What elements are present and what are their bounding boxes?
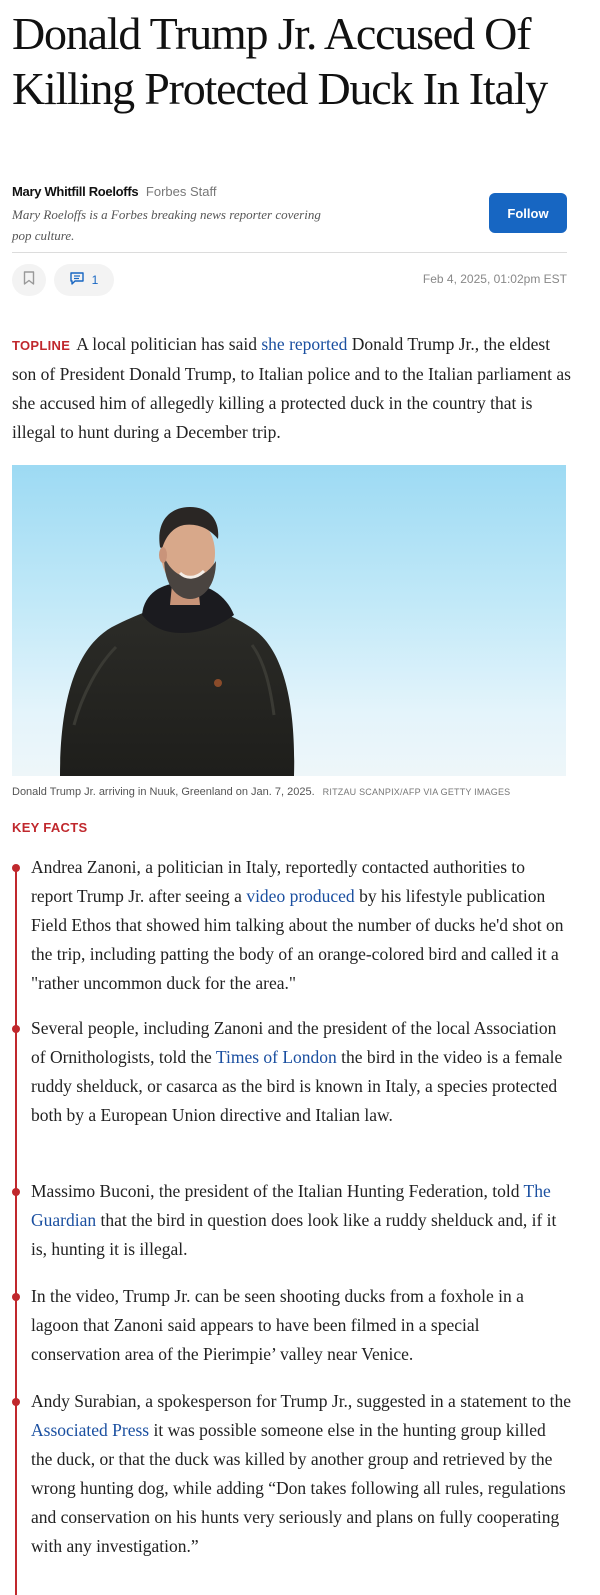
photo-caption [12,786,572,798]
photo-credit: RITZAU SCANPIX/AFP VIA GETTY IMAGES [322,787,511,797]
comments-button[interactable] [54,264,114,296]
fact-link[interactable]: The Guardian [31,1181,551,1230]
follow-button[interactable]: Follow [489,193,567,233]
publish-timestamp: Feb 4, 2025, 01:02pm EST [422,272,567,286]
comment-count: 1 [91,273,99,287]
author-bio: Mary Roeloffs is a Forbes breaking news reporter covering pop culture. [12,207,321,243]
bullet-dot [12,1188,20,1196]
topline-link[interactable]: she reported [261,334,348,354]
fact-text: Andrea Zanoni, a politician in Italy, reportedly contacted authorities to report Trump Jr. after seeing a [31,857,526,906]
article-actions [12,264,567,296]
bookmark-button[interactable] [12,264,46,296]
fact-text: In the video, Trump Jr. can be seen shooting ducks from a foxhole in a lagoon that Zanoni said appears to have been filmed in a special conservation area of the Pierimpie’ valley near Venice. [31,1286,524,1364]
author-role: Forbes Staff [145,184,217,199]
key-fact-item [31,1387,571,1561]
comment-icon [70,272,84,288]
bookmark-icon [23,271,35,290]
fact-text-rest: the bird in the video is a female ruddy shelduck, or casarca as the bird is known in Italy, a species protected both by a European Union directive and Italian law. [31,1047,563,1125]
author-name[interactable]: Mary Whitfill Roeloffs [12,184,139,199]
divider [12,252,567,253]
fact-link[interactable]: Associated Press [31,1420,150,1440]
key-facts-label: KEY FACTS [12,820,88,835]
fact-text-rest: it was possible someone else in the hunting group killed the duck, or that the duck was killed by another group and retrieved by the wrong hunting dog, while adding “Don takes following all rules, regulations and conservation on his hunts very seriously and plans on fully cooperating with any investigation.” [31,1420,566,1556]
headline: Donald Trump Jr. Accused Of Killing Protected Duck In Italy [12,8,548,114]
fact-text-rest: that the bird in question does look like a ruddy shelduck and, if it is, hunting it is illegal. [31,1210,557,1259]
fact-link[interactable]: video produced [246,886,355,906]
fact-text: Andy Surabian, a spokesperson for Trump Jr., suggested in a statement to the [31,1391,572,1411]
bullet-dot [12,1025,20,1033]
byline [12,184,472,246]
topline-text-rest: Donald Trump Jr., the eldest son of President Donald Trump, to Italian police and to the Italian parliament as she accused him of allegedly killing a protected duck in the country that is illegal to hunt during a December trip. [12,334,571,442]
fact-link[interactable]: Times of London [215,1047,337,1067]
author-row [12,184,472,200]
bullet-dot [12,1398,20,1406]
article-photo [12,465,566,776]
key-facts-timeline [15,866,17,1595]
topline-text: A local politician has said [76,334,257,354]
fact-text-rest: by his lifestyle publication Field Ethos that showed him talking about the number of ducks he'd shot on the trip, including patting the body of an orange-colored bird and called it a "rather uncommon duck for the area." [31,886,564,993]
topline-paragraph [12,330,572,447]
fact-text: Several people, including Zanoni and the president of the local Association of Ornithologists, told the [31,1018,557,1067]
bullet-dot [12,864,20,872]
key-fact-item [31,1014,571,1130]
caption-text: Donald Trump Jr. arriving in Nuuk, Greenland on Jan. 7, 2025. [12,786,315,798]
key-fact-item [31,1177,571,1264]
bullet-dot [12,1293,20,1301]
fact-text: Massimo Buconi, the president of the Italian Hunting Federation, told [31,1181,520,1201]
topline-label: TOPLINE [12,338,71,353]
key-fact-item [31,853,571,998]
key-fact-item [31,1282,571,1369]
